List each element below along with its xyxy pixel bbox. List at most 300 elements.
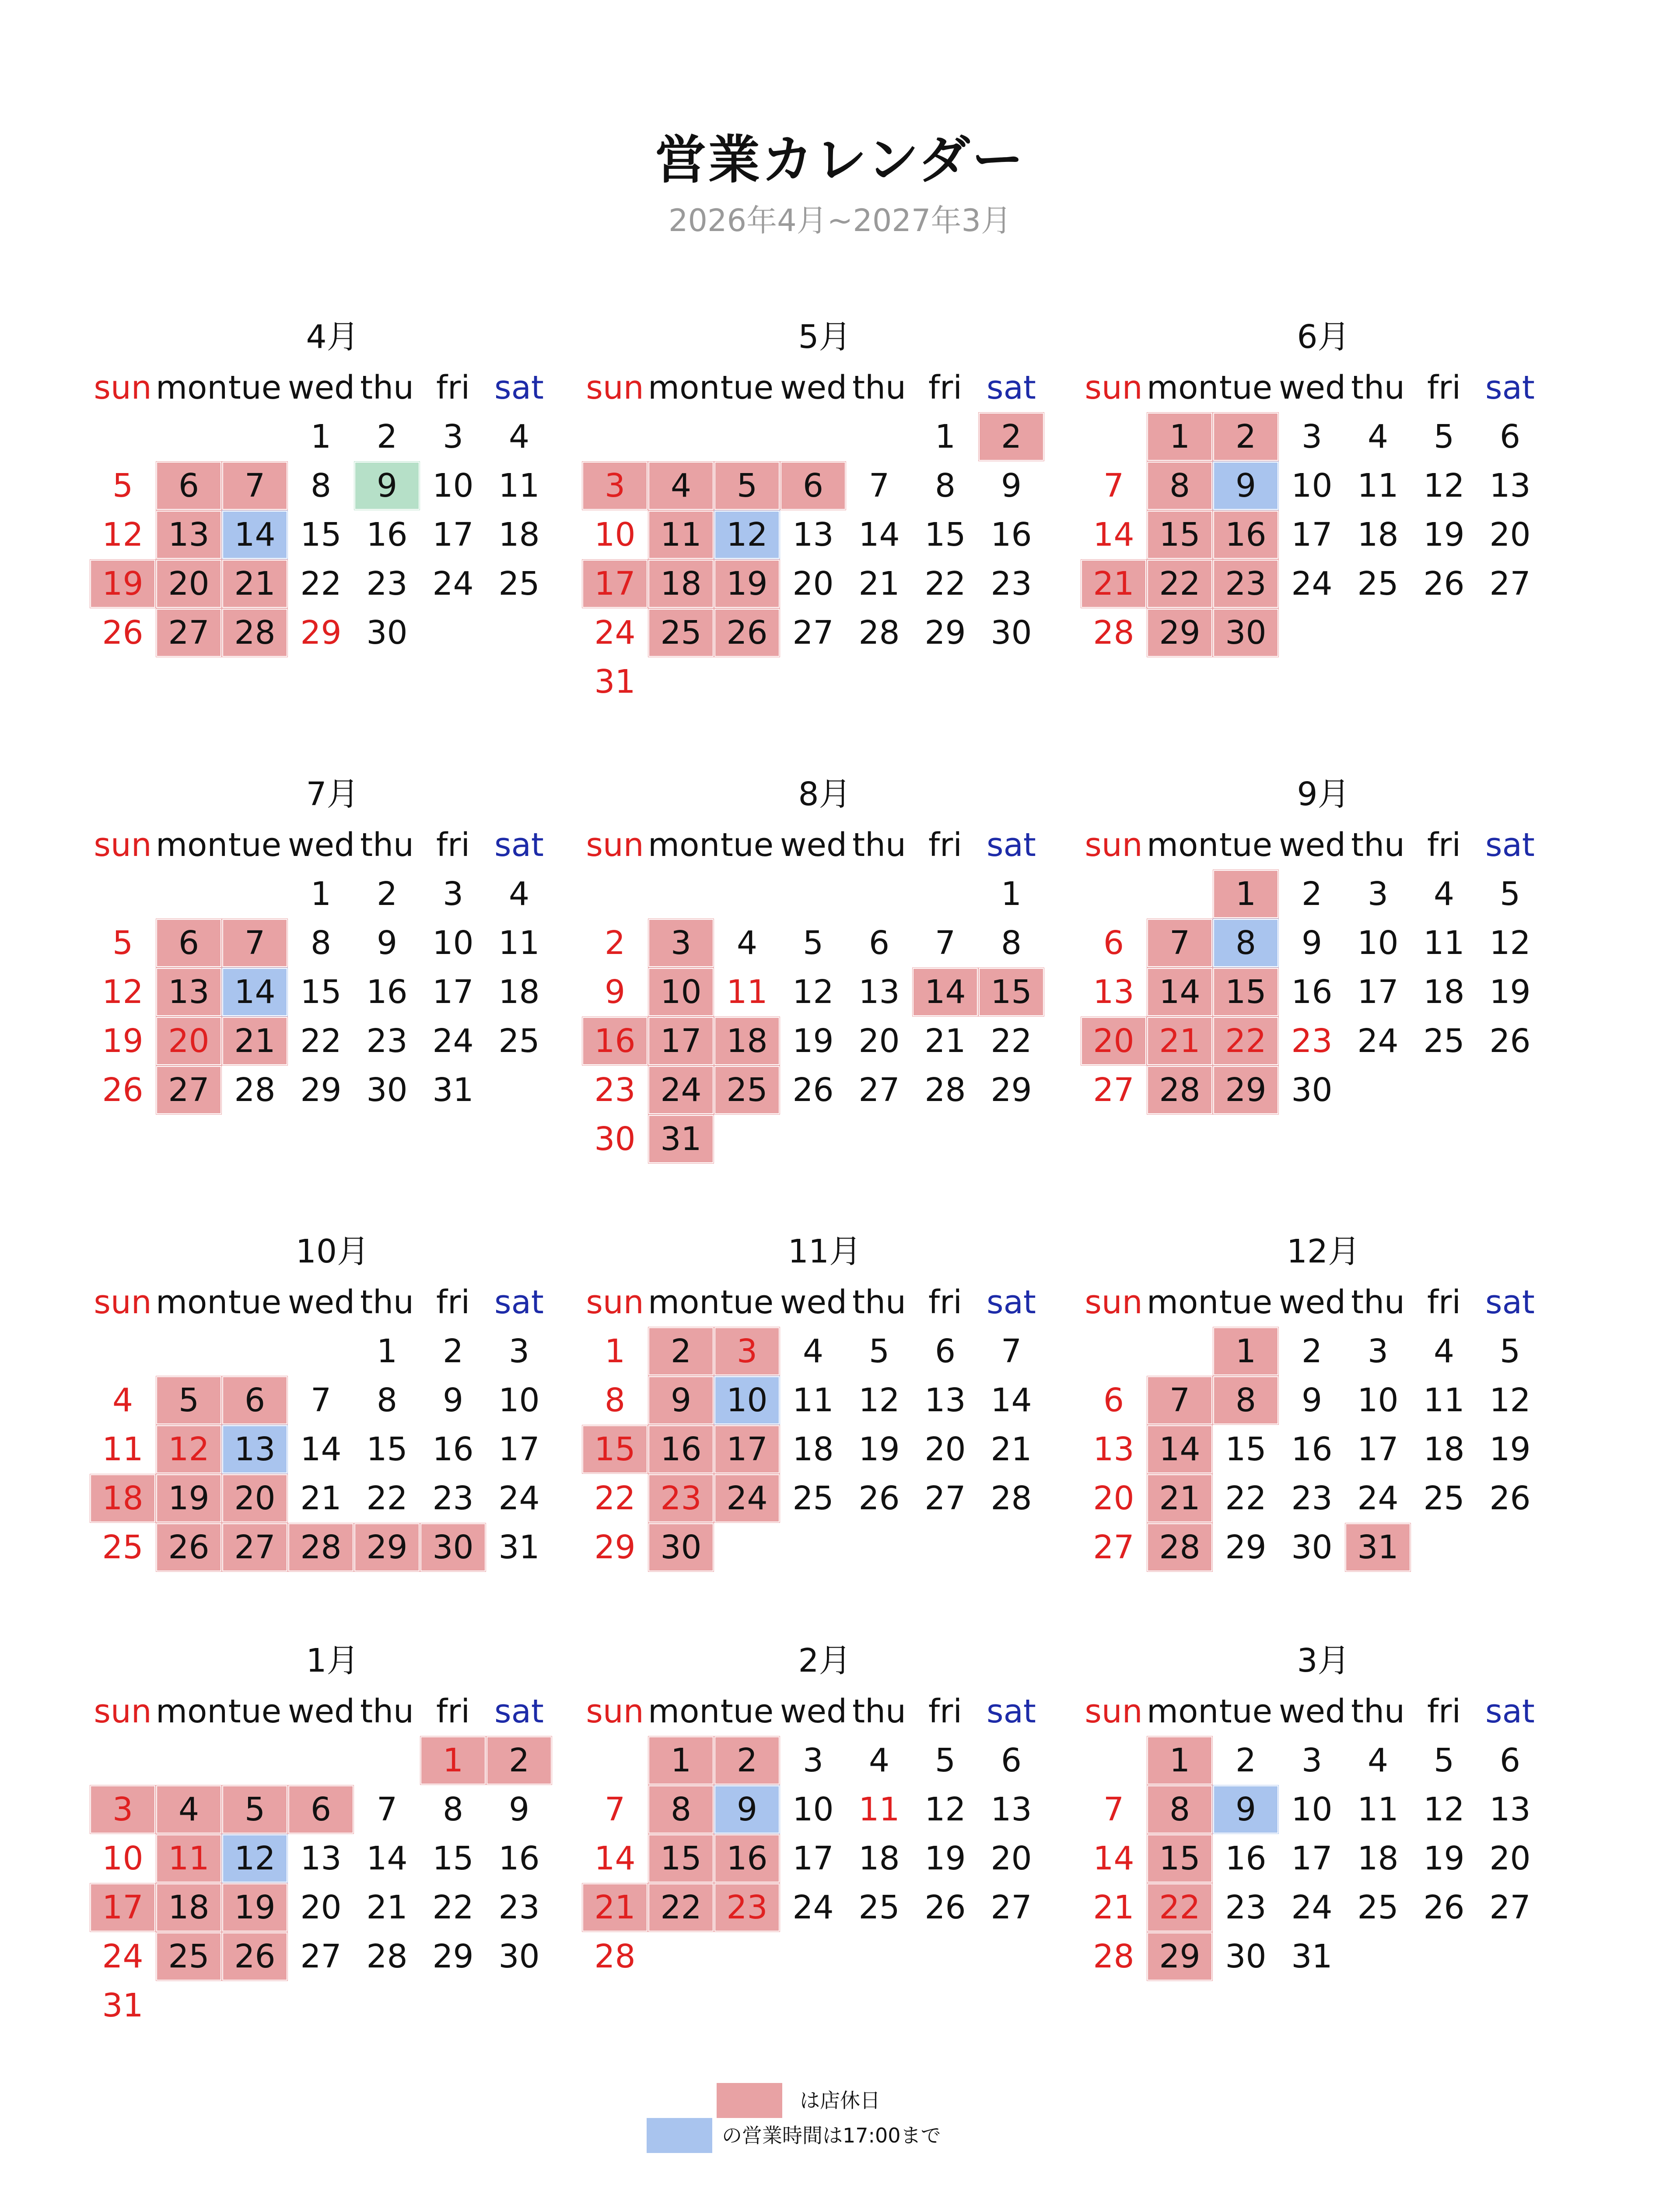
day-cell: 17 [1357, 1431, 1399, 1468]
day-cell: 4 [1433, 1332, 1455, 1370]
weekday-header [1081, 820, 1566, 870]
day-cell: 13 [1093, 973, 1134, 1011]
weekday-label: wed [780, 826, 847, 864]
day-cell: 17 [582, 559, 648, 608]
day-cell: 4 [508, 418, 530, 456]
weekday-label: mon [156, 369, 228, 407]
day-cell: 18 [1423, 1431, 1465, 1468]
day-cell: 26 [102, 1071, 144, 1109]
day-cell: 16 [648, 1425, 714, 1474]
day-cell: 15 [1225, 1431, 1267, 1468]
month-title: 1月 [306, 1642, 359, 1680]
day-cell: 19 [156, 1474, 222, 1523]
day-cell: 13 [1489, 467, 1531, 505]
weekday-label: thu [852, 1283, 906, 1321]
weekday-label: sat [1485, 826, 1535, 864]
day-cell: 20 [990, 1840, 1032, 1877]
day-cell: 4 [1367, 1742, 1389, 1779]
day-cell: 22 [648, 1883, 714, 1932]
day-cell: 6 [1103, 924, 1124, 962]
day-cell: 3 [1301, 1742, 1323, 1779]
day-cell: 8 [648, 1785, 714, 1834]
weekday-header [582, 1278, 1068, 1327]
day-cell: 7 [1103, 1791, 1124, 1828]
day-cell: 4 [156, 1785, 222, 1834]
day-cell: 2 [1301, 875, 1323, 913]
day-cell: 21 [924, 1022, 966, 1060]
day-cell: 6 [1103, 1382, 1124, 1419]
month-block [1081, 772, 1566, 1201]
weekday-label: sat [1485, 1283, 1535, 1321]
day-cell: 2 [376, 875, 398, 913]
day-cell: 6 [156, 919, 222, 968]
day-cell: 5 [1433, 1742, 1455, 1779]
day-cell: 29 [354, 1523, 420, 1572]
day-cell: 23 [498, 1889, 540, 1926]
day-cell: 11 [1423, 924, 1465, 962]
day-cell: 30 [648, 1523, 714, 1572]
weekday-label: fri [1427, 369, 1461, 407]
day-cell: 18 [498, 516, 540, 554]
day-cell: 27 [1489, 565, 1531, 603]
day-cell: 29 [1147, 1932, 1213, 1981]
month-title: 3月 [1297, 1642, 1350, 1680]
day-cell: 9 [1213, 1785, 1279, 1834]
weekday-label: wed [1279, 1283, 1346, 1321]
day-cell: 24 [714, 1474, 780, 1523]
day-cell: 4 [1367, 418, 1389, 456]
day-cell: 23 [714, 1883, 780, 1932]
day-cell: 14 [990, 1382, 1032, 1419]
day-cell: 30 [420, 1523, 486, 1572]
month-block [1081, 315, 1566, 744]
day-cell: 5 [1499, 875, 1521, 913]
day-cell: 11 [858, 1791, 900, 1828]
day-cell: 3 [442, 418, 464, 456]
day-cell: 2 [714, 1736, 780, 1785]
day-cell: 7 [1103, 467, 1124, 505]
day-cell: 6 [934, 1332, 956, 1370]
day-cell: 5 [222, 1785, 288, 1834]
day-cell: 17 [432, 973, 474, 1011]
day-cell: 4 [802, 1332, 824, 1370]
weekday-label: sun [586, 826, 644, 864]
day-cell: 1 [1001, 875, 1022, 913]
weekday-header [582, 820, 1068, 870]
month-title: 4月 [306, 318, 359, 356]
day-cell: 22 [1213, 1017, 1279, 1066]
day-cell: 24 [1291, 565, 1333, 603]
weekday-label: wed [288, 1283, 355, 1321]
day-cell: 7 [1147, 919, 1213, 968]
day-cell: 13 [156, 968, 222, 1017]
day-cell: 26 [858, 1480, 900, 1517]
day-cell: 17 [90, 1883, 156, 1932]
day-cell: 23 [1225, 1889, 1267, 1926]
day-cell: 6 [1001, 1742, 1022, 1779]
day-cell: 28 [234, 1071, 276, 1109]
day-cell: 2 [376, 418, 398, 456]
day-cell: 8 [604, 1382, 626, 1419]
weekday-label: sat [987, 369, 1036, 407]
weekday-label: thu [1351, 826, 1405, 864]
day-cell: 3 [714, 1327, 780, 1376]
day-cell: 31 [1291, 1938, 1333, 1975]
weekday-label: wed [780, 369, 847, 407]
day-cell: 12 [1489, 924, 1531, 962]
day-cell: 8 [1147, 461, 1213, 510]
weekday-label: tue [1219, 1283, 1273, 1321]
day-cell: 16 [366, 516, 408, 554]
day-cell: 25 [1357, 565, 1399, 603]
day-cell: 21 [222, 559, 288, 608]
day-cell: 18 [648, 559, 714, 608]
month-block [90, 1639, 575, 2068]
day-cell: 2 [1213, 412, 1279, 461]
day-cell: 9 [714, 1785, 780, 1834]
day-cell: 10 [792, 1791, 834, 1828]
day-cell: 5 [156, 1376, 222, 1425]
day-cell: 12 [714, 510, 780, 559]
day-cell: 11 [102, 1431, 144, 1468]
weekday-label: wed [1279, 826, 1346, 864]
weekday-label: sun [94, 826, 152, 864]
day-cell: 20 [300, 1889, 342, 1926]
weekday-label: sun [1085, 369, 1143, 407]
weekday-label: sun [94, 1693, 152, 1730]
page-subtitle: 2026年4月~2027年3月 [668, 203, 1012, 238]
day-cell: 1 [604, 1332, 626, 1370]
day-cell: 27 [858, 1071, 900, 1109]
weekday-label: mon [1147, 369, 1219, 407]
day-cell: 10 [1291, 467, 1333, 505]
day-cell: 26 [102, 614, 144, 652]
day-cell: 13 [858, 973, 900, 1011]
day-cell: 23 [990, 565, 1032, 603]
day-cell: 22 [432, 1889, 474, 1926]
day-cell: 4 [868, 1742, 890, 1779]
day-cell: 15 [924, 516, 966, 554]
day-cell: 25 [102, 1529, 144, 1566]
day-cell: 17 [648, 1017, 714, 1066]
weekday-label: fri [1427, 826, 1461, 864]
month-block [582, 772, 1068, 1201]
day-cell: 29 [594, 1529, 636, 1566]
day-cell: 9 [354, 461, 420, 510]
weekday-label: mon [648, 1283, 720, 1321]
page-title: 営業カレンダー [654, 130, 1026, 190]
day-cell: 21 [366, 1889, 408, 1926]
weekday-label: wed [780, 1693, 847, 1730]
day-cell: 21 [1147, 1017, 1213, 1066]
month-title: 9月 [1297, 775, 1350, 813]
day-cell: 3 [1367, 1332, 1389, 1370]
day-cell: 27 [1093, 1529, 1134, 1566]
day-cell: 15 [978, 968, 1044, 1017]
day-cell: 9 [508, 1791, 530, 1828]
weekday-label: wed [288, 1693, 355, 1730]
day-cell: 21 [582, 1883, 648, 1932]
day-cell: 25 [858, 1889, 900, 1926]
day-cell: 27 [792, 614, 834, 652]
day-cell: 9 [376, 924, 398, 962]
day-cell: 12 [858, 1382, 900, 1419]
day-cell: 13 [990, 1791, 1032, 1828]
weekday-label: fri [928, 1693, 962, 1730]
day-cell: 16 [498, 1840, 540, 1877]
day-cell: 3 [582, 461, 648, 510]
day-cell: 21 [1093, 1889, 1134, 1926]
day-cell: 12 [1423, 1791, 1465, 1828]
day-cell: 22 [366, 1480, 408, 1517]
day-cell: 4 [1433, 875, 1455, 913]
day-cell: 16 [1291, 1431, 1333, 1468]
day-cell: 25 [714, 1066, 780, 1115]
day-cell: 28 [1093, 1938, 1134, 1975]
day-cell: 22 [990, 1022, 1032, 1060]
day-cell: 29 [924, 614, 966, 652]
weekday-label: fri [928, 826, 962, 864]
day-cell: 5 [714, 461, 780, 510]
day-cell: 10 [1357, 1382, 1399, 1419]
month-block [582, 1639, 1068, 2068]
day-cell: 19 [222, 1883, 288, 1932]
day-cell: 26 [156, 1523, 222, 1572]
day-cell: 21 [990, 1431, 1032, 1468]
day-cell: 14 [594, 1840, 636, 1877]
day-cell: 20 [156, 1017, 222, 1066]
legend-closed-swatch [717, 2083, 782, 2118]
day-cell: 8 [442, 1791, 464, 1828]
day-cell: 17 [498, 1431, 540, 1468]
month-title: 6月 [1297, 318, 1350, 356]
weekday-label: fri [928, 1283, 962, 1321]
weekday-label: tue [1219, 369, 1273, 407]
day-cell: 19 [1423, 516, 1465, 554]
day-cell: 6 [156, 461, 222, 510]
weekday-label: fri [1427, 1283, 1461, 1321]
weekday-header [582, 363, 1068, 412]
day-cell: 30 [366, 614, 408, 652]
day-cell: 28 [1093, 614, 1134, 652]
day-cell: 31 [648, 1115, 714, 1164]
day-cell: 6 [1499, 1742, 1521, 1779]
weekday-label: tue [228, 1693, 282, 1730]
day-cell: 10 [594, 516, 636, 554]
day-cell: 10 [1357, 924, 1399, 962]
weekday-label: mon [1147, 1283, 1219, 1321]
month-block [1081, 1639, 1566, 2068]
day-cell: 27 [924, 1480, 966, 1517]
day-cell: 20 [156, 559, 222, 608]
day-cell: 13 [1489, 1791, 1531, 1828]
day-cell: 20 [1081, 1017, 1147, 1066]
day-cell: 9 [604, 973, 626, 1011]
day-cell: 26 [924, 1889, 966, 1926]
weekday-header [90, 1278, 575, 1327]
weekday-label: sun [1085, 826, 1143, 864]
weekday-header [582, 1687, 1068, 1736]
day-cell: 1 [310, 418, 332, 456]
day-cell: 15 [432, 1840, 474, 1877]
weekday-label: wed [288, 369, 355, 407]
weekday-label: mon [156, 826, 228, 864]
day-cell: 10 [432, 924, 474, 962]
day-cell: 28 [924, 1071, 966, 1109]
weekday-label: fri [436, 1283, 470, 1321]
day-cell: 16 [1213, 510, 1279, 559]
month-title: 10月 [295, 1233, 370, 1270]
day-cell: 16 [582, 1017, 648, 1066]
day-cell: 2 [1301, 1332, 1323, 1370]
day-cell: 8 [1147, 1785, 1213, 1834]
weekday-label: wed [1279, 369, 1346, 407]
day-cell: 26 [1489, 1022, 1531, 1060]
day-cell: 16 [1291, 973, 1333, 1011]
day-cell: 25 [156, 1932, 222, 1981]
day-cell: 18 [1357, 1840, 1399, 1877]
day-cell: 2 [648, 1327, 714, 1376]
day-cell: 26 [714, 608, 780, 657]
weekday-label: thu [852, 826, 906, 864]
weekday-label: sat [1485, 369, 1535, 407]
day-cell: 9 [1001, 467, 1022, 505]
month-title: 12月 [1286, 1233, 1361, 1270]
weekday-label: tue [228, 1283, 282, 1321]
day-cell: 25 [792, 1480, 834, 1517]
day-cell: 22 [300, 1022, 342, 1060]
day-cell: 14 [1093, 1840, 1134, 1877]
day-cell: 14 [858, 516, 900, 554]
legend-closed-label: は店休日 [800, 2089, 880, 2112]
day-cell: 17 [792, 1840, 834, 1877]
day-cell: 31 [432, 1071, 474, 1109]
day-cell: 14 [222, 968, 288, 1017]
day-cell: 31 [1345, 1523, 1411, 1572]
day-cell: 24 [1357, 1022, 1399, 1060]
day-cell: 13 [300, 1840, 342, 1877]
day-cell: 14 [366, 1840, 408, 1877]
day-cell: 1 [420, 1736, 486, 1785]
day-cell: 22 [1225, 1480, 1267, 1517]
day-cell: 19 [90, 559, 156, 608]
day-cell: 7 [604, 1791, 626, 1828]
weekday-label: tue [720, 1693, 774, 1730]
day-cell: 12 [924, 1791, 966, 1828]
weekday-label: tue [228, 369, 282, 407]
month-block [90, 772, 575, 1201]
weekday-label: sun [94, 369, 152, 407]
day-cell: 3 [648, 919, 714, 968]
weekday-label: thu [852, 1693, 906, 1730]
day-cell: 22 [594, 1480, 636, 1517]
day-cell: 2 [1235, 1742, 1256, 1779]
day-cell: 18 [858, 1840, 900, 1877]
day-cell: 23 [366, 565, 408, 603]
weekday-label: mon [648, 826, 720, 864]
weekday-label: tue [720, 826, 774, 864]
day-cell: 7 [222, 461, 288, 510]
day-cell: 12 [792, 973, 834, 1011]
day-cell: 24 [1357, 1480, 1399, 1517]
day-cell: 27 [156, 1066, 222, 1115]
day-cell: 21 [1147, 1474, 1213, 1523]
day-cell: 29 [300, 614, 342, 652]
weekday-label: mon [1147, 1693, 1219, 1730]
day-cell: 12 [156, 1425, 222, 1474]
day-cell: 24 [594, 614, 636, 652]
day-cell: 4 [508, 875, 530, 913]
weekday-label: sat [494, 1693, 544, 1730]
day-cell: 8 [376, 1382, 398, 1419]
day-cell: 13 [924, 1382, 966, 1419]
day-cell: 1 [934, 418, 956, 456]
day-cell: 6 [288, 1785, 354, 1834]
day-cell: 23 [1213, 559, 1279, 608]
day-cell: 1 [1213, 1327, 1279, 1376]
day-cell: 25 [1357, 1889, 1399, 1926]
day-cell: 25 [1423, 1480, 1465, 1517]
day-cell: 3 [1301, 418, 1323, 456]
weekday-label: thu [360, 1693, 414, 1730]
weekday-label: sun [586, 369, 644, 407]
day-cell: 29 [432, 1938, 474, 1975]
month-block [582, 1230, 1068, 1659]
day-cell: 29 [1225, 1529, 1267, 1566]
day-cell: 21 [1081, 559, 1147, 608]
day-cell: 14 [1093, 516, 1134, 554]
day-cell: 2 [604, 924, 626, 962]
day-cell: 19 [858, 1431, 900, 1468]
day-cell: 4 [648, 461, 714, 510]
legend-short-hours-swatch [647, 2118, 712, 2153]
day-cell: 20 [1489, 1840, 1531, 1877]
day-cell: 23 [1291, 1480, 1333, 1517]
day-cell: 2 [442, 1332, 464, 1370]
day-cell: 7 [1001, 1332, 1022, 1370]
day-cell: 26 [792, 1071, 834, 1109]
day-cell: 5 [934, 1742, 956, 1779]
day-cell: 10 [714, 1376, 780, 1425]
day-cell: 23 [366, 1022, 408, 1060]
day-cell: 18 [498, 973, 540, 1011]
weekday-label: sun [1085, 1693, 1143, 1730]
day-cell: 5 [112, 924, 133, 962]
day-cell: 7 [222, 919, 288, 968]
weekday-label: wed [780, 1283, 847, 1321]
day-cell: 24 [432, 565, 474, 603]
day-cell: 9 [648, 1376, 714, 1425]
day-cell: 3 [1367, 875, 1389, 913]
weekday-label: thu [360, 826, 414, 864]
day-cell: 13 [222, 1425, 288, 1474]
weekday-label: thu [1351, 1693, 1405, 1730]
day-cell: 20 [1489, 516, 1531, 554]
day-cell: 28 [288, 1523, 354, 1572]
day-cell: 29 [1213, 1066, 1279, 1115]
day-cell: 22 [300, 565, 342, 603]
day-cell: 12 [102, 973, 144, 1011]
day-cell: 2 [486, 1736, 552, 1785]
day-cell: 17 [1291, 1840, 1333, 1877]
weekday-label: wed [1279, 1693, 1346, 1730]
day-cell: 4 [112, 1382, 133, 1419]
weekday-label: wed [288, 826, 355, 864]
weekday-label: mon [156, 1283, 228, 1321]
day-cell: 15 [366, 1431, 408, 1468]
day-cell: 23 [648, 1474, 714, 1523]
day-cell: 11 [156, 1834, 222, 1883]
